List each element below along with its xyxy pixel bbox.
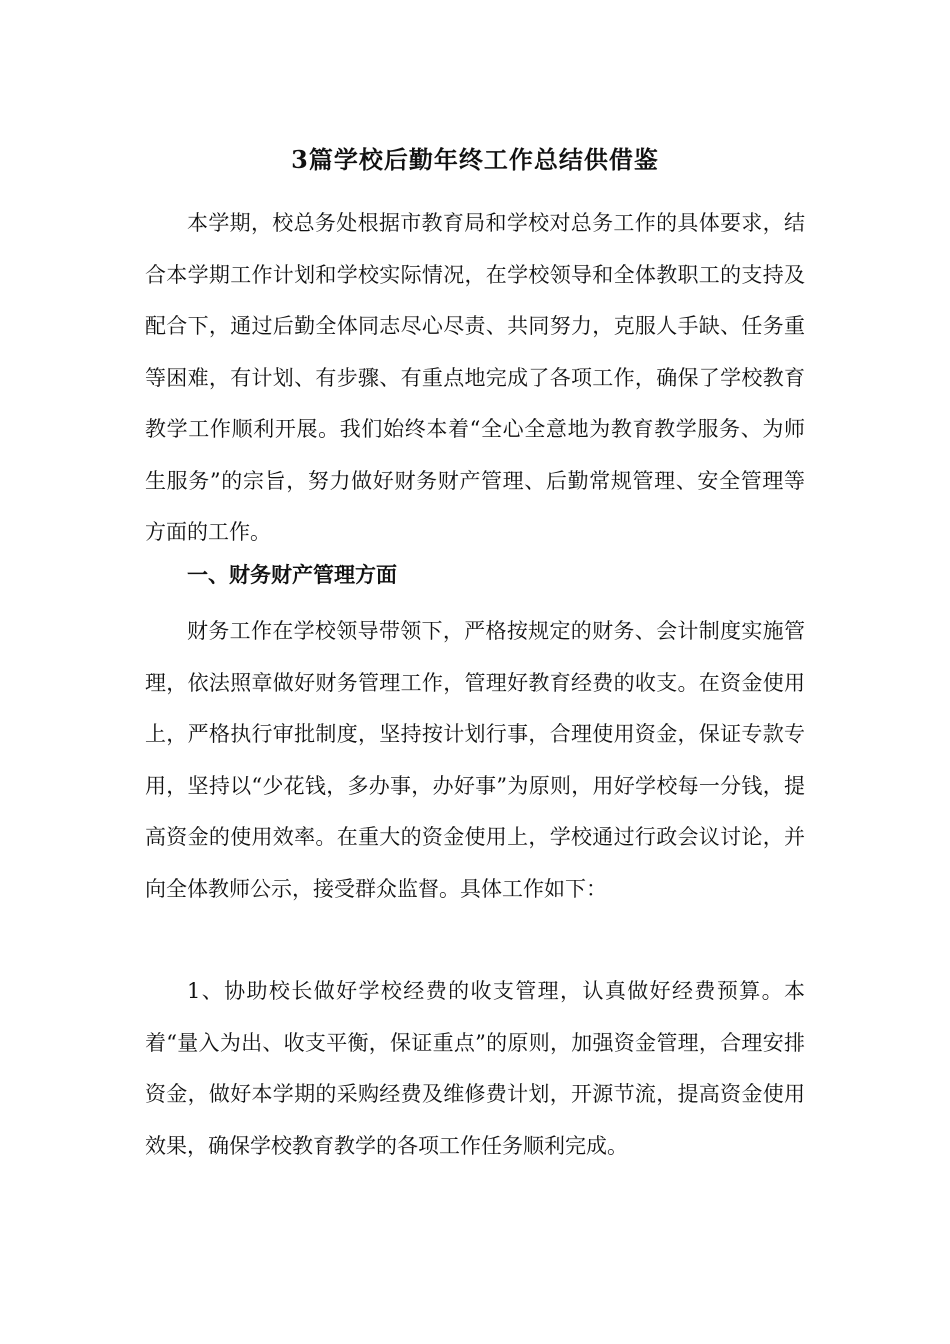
item-1-paragraph: 1、协助校长做好学校经费的收支管理，认真做好经费预算。本着“量入为出、收支平衡，保证重点”的原则，加强资金管理，合理安排资金，做好本学期的采购经费及维修费计划，开源节流，提高资金使用效果，确保学校教育教学的各项工作任务顺利完成。 (145, 979, 805, 1158)
section-heading-finance: 一、财务财产管理方面 (187, 562, 397, 587)
document-title: 3篇学校后勤年终工作总结供借鉴 (291, 145, 659, 174)
finance-paragraph: 财务工作在学校领导带领下，严格按规定的财务、会计制度实施管理，依法照章做好财务管理工作，管理好教育经费的收支。在资金使用上，严格执行审批制度，坚持按计划行事，合理使用资金，保证专款专用，坚持以“少花钱，多办事，办好事”为原则，用好学校每一分钱，提高资金的使用效率。在重大的资金使用上，学校通过行政会议讨论，并向全体教师公示，接受群众监督。具体工作如下： (145, 619, 805, 901)
intro-paragraph: 本学期，校总务处根据市教育局和学校对总务工作的具体要求，结合本学期工作计划和学校实际情况，在学校领导和全体教职工的支持及配合下，通过后勤全体同志尽心尽责、共同努力，克服人手缺、任务重等困难，有计划、有步骤、有重点地完成了各项工作，确保了学校教育教学工作顺利开展。我们始终本着“全心全意地为教育教学服务、为师生服务”的宗旨，努力做好财务财产管理、后勤常规管理、安全管理等方面的工作。 (145, 211, 805, 544)
